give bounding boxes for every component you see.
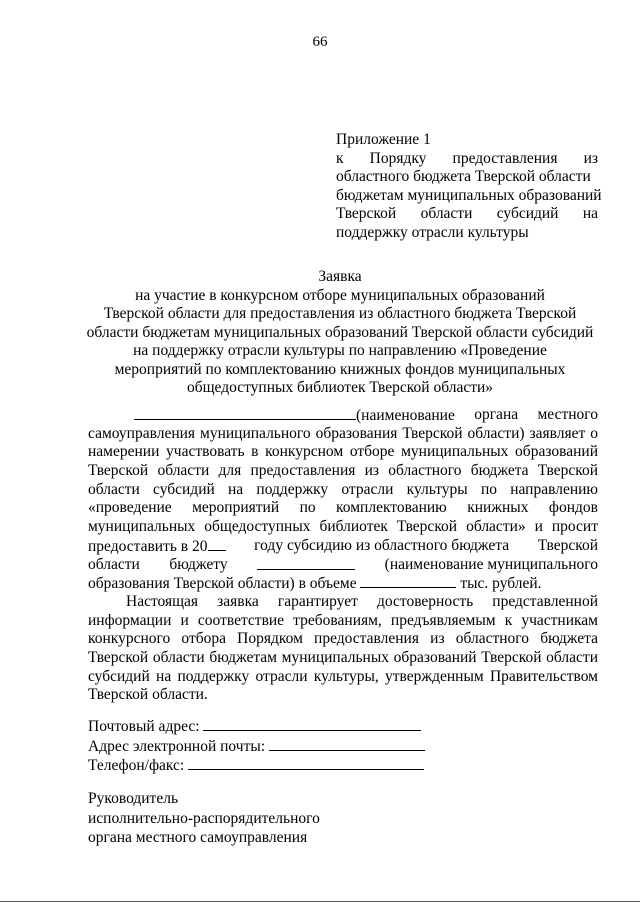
body-line: Тверской области бюджетам муниципальных образований Тверской области: [88, 648, 598, 666]
title-line: Тверской области для предоставления из областного бюджета Тверской: [103, 305, 577, 322]
body-line: (наименование органа местного: [88, 406, 598, 425]
budget-blank[interactable]: [257, 556, 355, 570]
title-line: на участие в конкурсном отборе муниципальных образований: [135, 286, 545, 304]
body-line: субсидий на поддержку отрасли культуры, утвержденным Правительством: [88, 667, 598, 685]
body-line: Тверской области.: [88, 686, 208, 704]
body-line: области субсидий на поддержку отрасли культуры по направлению: [88, 480, 598, 498]
appendix-line-3: областного бюджета Тверской области: [336, 168, 591, 185]
body-line: конкурсного отбора Порядком предоставления из областного бюджета: [88, 630, 598, 648]
email-field: Адрес электронной почты:: [88, 737, 425, 757]
body-line: предоставить в 20 году субсидию из областного бюджета Тверской: [88, 536, 598, 555]
contacts-block: [88, 717, 425, 776]
appendix-line-6: поддержку отрасли культуры: [336, 223, 529, 241]
body-line: образования Тверской области) в объеме тыс. рублей.: [88, 575, 542, 593]
amount-blank[interactable]: [360, 574, 456, 588]
page-number: 66: [312, 34, 328, 50]
signer-block: [88, 789, 320, 848]
appendix-line-4: бюджетам муниципальных образований: [336, 186, 602, 204]
authority-name-blank[interactable]: [134, 406, 356, 420]
appendix-line-2: к Порядку предоставления из: [336, 149, 598, 167]
body-line: информации и соответствие требованиям, предъявляемым к участникам: [88, 611, 598, 629]
phone-field: Телефон/факс:: [88, 756, 425, 776]
email-blank[interactable]: [269, 737, 425, 751]
signer-line-2: исполнительно-распорядительного: [88, 809, 320, 827]
body-line: самоуправления муниципального образования Тверской области) заявляет о: [88, 424, 598, 442]
appendix-line-5: Тверской области субсидий на: [336, 205, 598, 222]
appendix-block: [336, 131, 602, 242]
body-line: муниципальных общедоступных библиотек Тверской области» и просит: [88, 518, 598, 536]
title-line: мероприятий по комплектованию книжных фондов муниципальных: [114, 360, 566, 378]
title-line: области бюджетам муниципальных образований Тверской области субсидий: [86, 323, 594, 341]
appendix-line-1: Приложение 1: [336, 131, 431, 148]
page-bottom-edge: [0, 901, 640, 902]
signer-line-3: органа местного самоуправления: [88, 829, 308, 846]
body-line: «проведение мероприятий по комплектованию книжных фондов: [88, 499, 598, 517]
signer-line-1: Руководитель: [88, 790, 179, 807]
title-line: общедоступных библиотек Тверской области»: [186, 379, 494, 396]
body-line: намерении участвовать в конкурсном отборе муниципальных образований: [88, 443, 598, 461]
body-line: области бюджету (наименование муниципального: [88, 555, 598, 573]
postal-address-field: Почтовый адрес:: [88, 717, 425, 737]
phone-blank[interactable]: [188, 756, 424, 770]
title-heading: Заявка: [318, 268, 362, 285]
body-line: Тверской области для предоставления из областного бюджета Тверской: [88, 462, 598, 480]
title-line: на поддержку отрасли культуры по направлению «Проведение: [133, 342, 547, 359]
body-line: Настоящая заявка гарантирует достоверность представленной: [126, 592, 598, 610]
year-blank[interactable]: [208, 537, 226, 551]
application-title: [60, 268, 620, 398]
application-body: [88, 406, 598, 705]
postal-address-blank[interactable]: [203, 717, 421, 731]
